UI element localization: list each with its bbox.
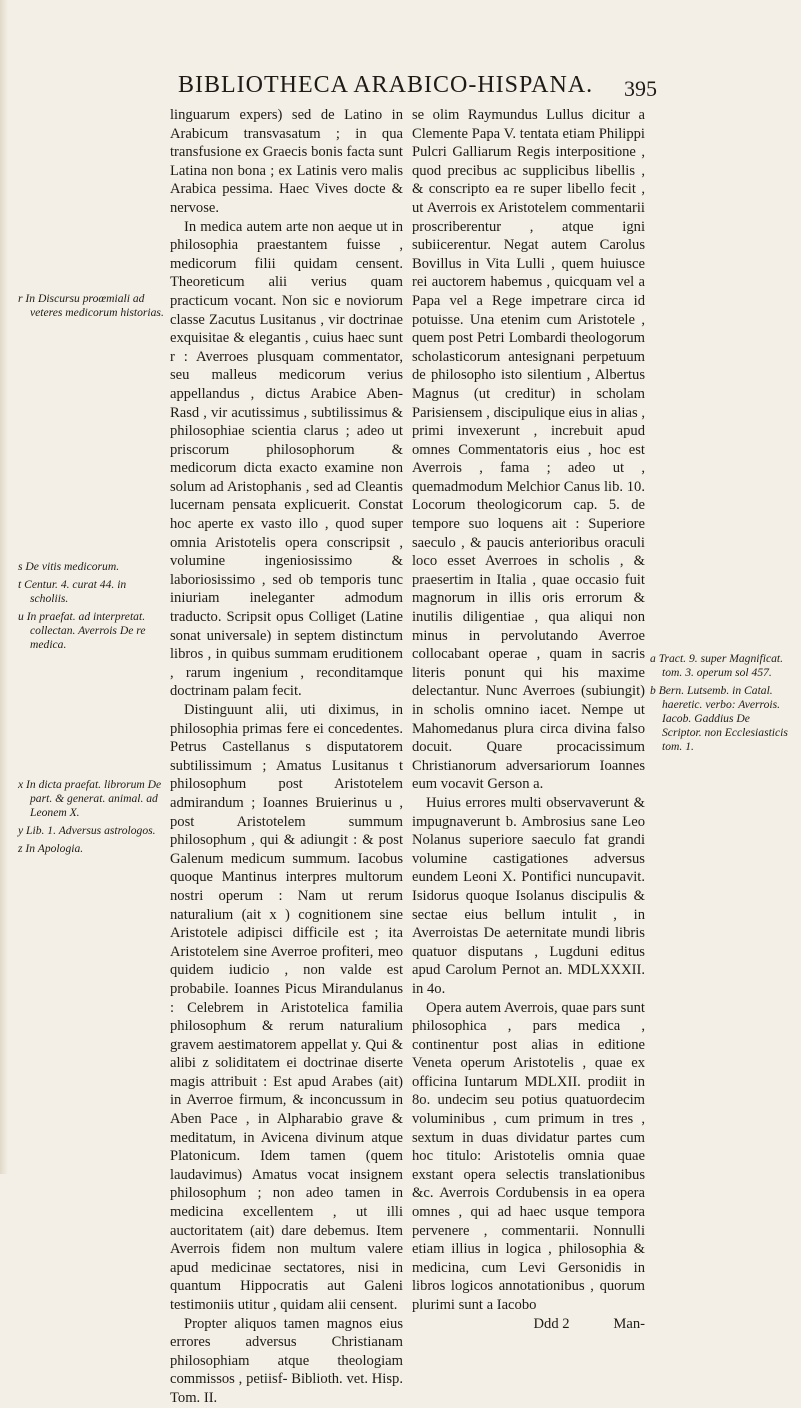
right-margin-note-group	[650, 652, 788, 758]
margin-note-t: t Centur. 4. curat 44. in scholiis.	[18, 578, 127, 605]
left-text-column	[170, 106, 403, 1408]
left-paragraph-3: Distinguunt alii, uti diximus, in philosophia primas fere ei concedentes. Petrus Castellanus s disputatorem subtilissimum ; Amatus Lusitanus t philosophum post Aristotelem admirandum ; Ioannes Bruierinus u , post Aristotelem summum philosophum , qui & adiungit : & post Galenum medicum summum. Iacobus quoque Mantinus interpres multorum nostri operum : Nam ut rerum naturalium (ait x ) cognitionem sine Aristotele adipisci difficile est ; ita Aristotelem sine Averroe profiteri, meo quidem iudicio , non valde est probabile. Ioannes Picus Mirandulanus : Celebrem in Aristotelica familia philosophum & rerum naturalium gravem aestimatorem appellat y. Qui & alibi z soliditatem ei doctrinae diserte magis attribuit : Est apud Arabes (ait) in Averroe firmum, & inconcussum in Aben Pace , in Alpharabio grave & meditatum, in Avicena divinum atque Platonicum. Idem tamen (quem laudavimus) Amatus vocat insignem philosophum ; non adeo tamen in medicina excellentem , ut illi auctoritatem (ait) dare debemus. Item Averrois fidem non multum valere apud medicinae sectatores, nisi in quantum Hippocratis aut Galeni testimoniis utitur , quidam alii censent.	[170, 702, 403, 1313]
margin-note-x: x In dicta praefat. librorum De part. & generat. animal. ad Leonem X.	[18, 778, 162, 819]
margin-note-s: s De vitis medicorum.	[18, 560, 120, 573]
margin-note-group-2	[18, 560, 166, 656]
margin-note-y: y Lib. 1. Adversus astrologos.	[18, 824, 156, 837]
margin-note-z: z In Apologia.	[18, 842, 84, 855]
right-paragraph-3: Opera autem Averrois, quae pars sunt philosophica , pars medica , continentur post alias in editione Veneta operum Aristotelis , quae ex officina Iuntarum MDLXII. prodiit in 8o. undecim seu potius quatuordecim voluminibus , cum primum in tres , sextum in duas dividatur partes cum hoc titulo: Aristotelis omnia quae exstant opera selectis translationibus &c. Averrois Cordubensis in ea opera omnes , qui ad haec usque tempora pervenere , commentarii. Nonnulli etiam illius in logica , philosophia & medicina, cum Levi Gersonidis in libros logicos annotationibus , quorum plurimi sunt a Iacobo	[412, 999, 645, 1313]
running-title: BIBLIOTHECA ARABICO-HISPANA.	[178, 72, 594, 98]
catchword: Man-	[613, 1315, 645, 1332]
right-paragraph-2: Huius errores multi observaverunt & impugnaverunt b. Ambrosius sane Leo Nolanus superiore saeculo fat grandi volumine castigationes adversus eundem Leoni X. Pontifici nuncupavit. Isidorus quoque Isolanus discipulis & sectae eius bellum intulit , in Averroistas De aeternitate mundi libris quatuor disputans , Lugduni editus apud Carolum Pernot an. MDLXXXII. in 4o.	[412, 794, 645, 997]
margin-note-r: r In Discursu proœmiali ad veteres medicorum historias.	[18, 292, 164, 319]
page-header	[0, 72, 801, 104]
margin-note-b: b Bern. Lutsemb. in Catal. haeretic. verbo: Averrois. Iacob. Gaddius De Scriptor. non Ecclesiasticis tom. 1.	[650, 684, 788, 753]
margin-note-group-3	[18, 778, 166, 860]
margin-note-group-1	[18, 292, 166, 324]
right-text-column	[412, 106, 645, 1333]
left-paragraph-2: In medica autem arte non aeque ut in philosophia praestantem fuisse , medicorum filii quidam censent. Theoreticum alii verius quam practicum vocant. Non sic e noviorum classe Zacutus Lusitanus , vir doctrinae exquisitae & elegantis , cuius haec sunt r : Averroes plusquam commentator, seu malleus medicorum verius appellandus , dictus Arabice Aben-Rasd , vir acutissimus , subtilissimus & philosophiae scientia clarus ; adeo ut priscorum philosophorum & medicorum dicta exacto examine non solum ad Aristophanis , sed ad Cleantis lucernam pensata explicuerit. Constat hoc aperte ex vasto illo , quod super omnia Aristotelis opera conscripsit , volumine ingeniosissimo & laboriosissimo , sed ob temporis tunc iniuriam ineleganter admodum traducto. Scripsit opus Colliget (Latine sonat universale) in septem distinctum libros , in quibus summam eruditionem , rarum ingenium , reconditamque doctrinam palam fecit.	[170, 218, 403, 700]
margin-note-u: u In praefat. ad interpretat. collectan. Averrois De re medica.	[18, 610, 146, 651]
left-paragraph-4: Propter aliquos tamen magnos eius errores adversus Christianam philosophiam atque theologiam commissos , petiisf- Biblioth. vet. Hisp. Tom. II.	[170, 1315, 403, 1406]
right-paragraph-1: se olim Raymundus Lullus dicitur a Clemente Papa V. tentata etiam Philippi Pulcri Galliarum Regis interpositione , quod precibus ac supplicibus libellis , & conscripto ea re super libello fecit , ut Averrois ex Aristotelem commentarii proscriberentur , atque igni subiicerentur. Negat autem Carolus Bovillus in Vita Lulli , quem huiusce rei auctorem habemus , quicquam vel a Papa vel a Rege impetrare circa id potuisse. Una etenim cum Aristotele , quem post Petri Lombardi theologorum scholasticorum antesignani perpetuum de philosopho isto silentium , Albertus Magnus (ut creditur) in scholam Parisiensem , discipulique eius in alias , primi invexerunt , increbuit apud omnes Commentatoris eius , hoc est Averrois , fama ; adeo ut , quemadmodum Melchior Canus lib. 10. Locorum theologicorum cap. 5. de tempore suo loquens ait : Superiore saeculo , & paucis anterioribus oraculi loco esset Averroes in scholis , & praesertim in Italia , quae occasio fuit magnorum in illis oris errorum & inutilis diligentiae , qua aliqui non minus in pervolutando Averroe collocabant operae , quam in sacris literis ponunt qui his maxime delectantur. Nunc Averroes (subiungit) in scholis omnino iacet. Nempe ut Mahomedanus plura circa divina falso docuit. Quare procacissimum Christianorum adversariorum Ioannes eum vocavit Gerson a.	[412, 107, 645, 793]
page-gutter-edge	[0, 0, 8, 1174]
margin-note-a: a Tract. 9. super Magnificat. tom. 3. operum sol 457.	[650, 652, 784, 679]
signature-mark: Ddd 2	[533, 1315, 570, 1332]
left-paragraph-1: linguarum expers) sed de Latino in Arabicum transvasatum ; in qua transfusione ex Graecis bonis facta sunt Latina non bona ; ex Latinis vero malis Arabica pessima. Haec Vives docte & nervose.	[170, 107, 403, 216]
signature-and-catchword	[412, 1315, 645, 1334]
page-number: 395	[624, 76, 657, 101]
